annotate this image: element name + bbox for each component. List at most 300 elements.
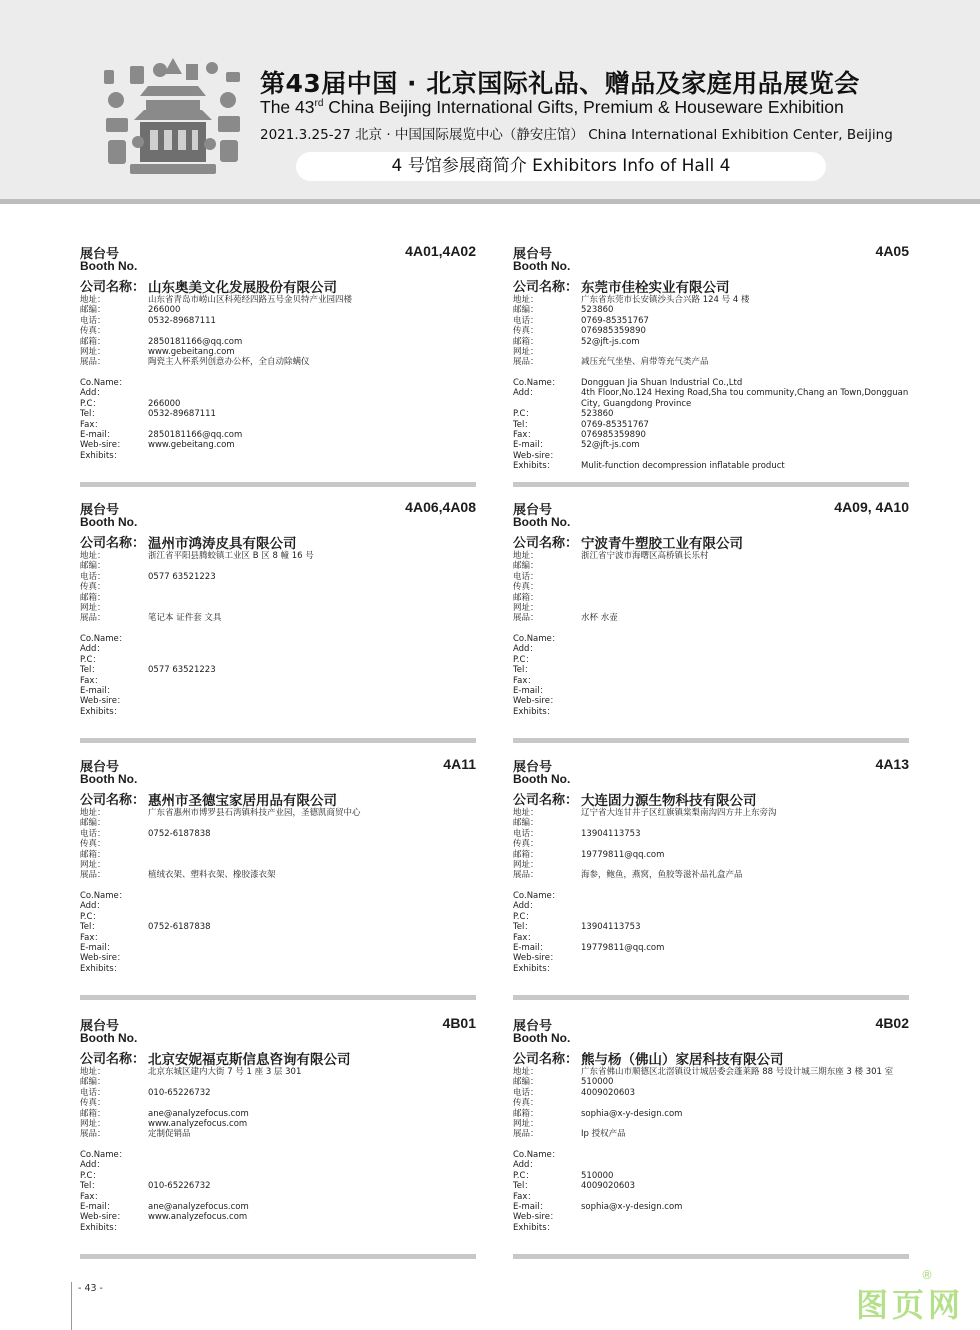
info-row xyxy=(80,860,476,870)
info-row xyxy=(80,326,476,336)
info-row xyxy=(80,676,476,686)
info-row xyxy=(513,860,909,870)
info-row xyxy=(80,696,476,706)
field-label: 地址： xyxy=(513,1067,539,1077)
field-value: www.gebeitang.com xyxy=(148,347,235,358)
field-label: 传真： xyxy=(80,839,106,850)
field-value xyxy=(581,891,909,901)
exhibition-title-en: The 43rd China Beijing International Gifts, Premium & Houseware Exhibition xyxy=(260,97,844,117)
info-row xyxy=(513,572,909,582)
field-value: www.gebeitang.com xyxy=(148,440,235,451)
info-row xyxy=(80,378,476,388)
field-label: 传真： xyxy=(513,582,539,593)
field-label: 邮箱： xyxy=(80,1108,106,1119)
booth-label-en: Booth No. xyxy=(513,772,571,786)
info-row xyxy=(80,603,476,613)
info-row xyxy=(513,451,909,461)
field-value xyxy=(148,860,476,870)
booth-number: 4B02 xyxy=(875,1015,909,1031)
info-row xyxy=(80,933,476,943)
field-value: Ip 授权产品 xyxy=(581,1129,626,1140)
field-label: 邮箱： xyxy=(513,592,539,603)
field-label: Add： xyxy=(80,901,105,912)
field-value: 19779811@qq.com xyxy=(581,943,665,954)
booth-number: 4A11 xyxy=(443,756,476,772)
info-rows-cn xyxy=(513,1067,909,1140)
registered-mark: ® xyxy=(921,1268,933,1282)
watermark-logo: 图页网 xyxy=(856,1286,965,1324)
field-value: 0577 63521223 xyxy=(148,665,216,676)
exhibition-logo-icon xyxy=(100,56,246,178)
field-value: 523860 xyxy=(581,305,614,316)
field-label: E-mail： xyxy=(80,430,116,441)
info-row xyxy=(80,1171,476,1181)
info-row xyxy=(80,1088,476,1098)
field-value xyxy=(148,1150,476,1160)
field-label: 地址： xyxy=(80,808,106,818)
info-row xyxy=(80,561,476,571)
field-value xyxy=(581,634,909,644)
field-label: 网址： xyxy=(80,860,106,871)
field-label: Exhibits： xyxy=(513,706,556,717)
field-value xyxy=(148,1160,476,1170)
info-row xyxy=(513,1212,909,1222)
field-value xyxy=(148,603,476,613)
info-row xyxy=(80,644,476,654)
info-row xyxy=(513,943,909,953)
info-row xyxy=(513,686,909,696)
booth-number: 4A09, 4A10 xyxy=(834,499,909,515)
info-rows-en xyxy=(513,634,909,717)
company-name: 东莞市佳栓实业有限公司 xyxy=(581,280,730,296)
field-value xyxy=(148,326,476,336)
field-label: Add： xyxy=(513,644,538,655)
field-value: 0752-6187838 xyxy=(148,828,211,839)
field-value: 266000 xyxy=(148,305,181,316)
info-row xyxy=(513,1119,909,1129)
field-label: Fax： xyxy=(80,675,103,686)
field-value: 减压充气坐垫、肩带等充气类产品 xyxy=(581,357,709,368)
company-name-label: 公司名称： xyxy=(513,793,579,808)
info-row xyxy=(513,870,909,880)
field-value: 水杯 水壶 xyxy=(581,613,618,624)
field-label: 地址： xyxy=(513,295,539,305)
info-rows-en xyxy=(513,1150,909,1233)
info-row xyxy=(80,655,476,665)
field-value xyxy=(581,912,909,922)
field-label: Exhibits： xyxy=(513,1222,556,1233)
info-row xyxy=(513,922,909,932)
info-row xyxy=(80,1109,476,1119)
booth-label-en: Booth No. xyxy=(80,259,138,273)
field-value: 4009020603 xyxy=(581,1087,636,1098)
info-row xyxy=(80,665,476,675)
info-rows-en xyxy=(80,891,476,974)
field-label: E-mail： xyxy=(513,943,549,954)
info-row xyxy=(513,593,909,603)
field-value xyxy=(581,707,909,717)
field-label: E-mail： xyxy=(513,1202,549,1213)
field-value: ane@analyzefocus.com xyxy=(148,1202,249,1213)
booth-number: 4B01 xyxy=(442,1015,476,1031)
company-name: 北京安妮福克斯信息咨询有限公司 xyxy=(148,1052,351,1068)
info-row xyxy=(80,409,476,419)
field-value: 2850181166@qq.com xyxy=(148,430,243,441)
field-label: 网址： xyxy=(513,860,539,871)
field-value xyxy=(581,1160,909,1170)
field-label: Co.Name： xyxy=(513,634,561,644)
booth-label-en: Booth No. xyxy=(513,1031,571,1045)
exhibitor-card xyxy=(80,243,476,487)
field-value xyxy=(148,933,476,943)
field-label: 网址： xyxy=(80,603,106,614)
field-label: 邮箱： xyxy=(513,1108,539,1119)
booth-label-cn: 展台号 xyxy=(513,760,553,775)
info-row xyxy=(513,316,909,326)
field-value: www.analyzefocus.com xyxy=(148,1212,248,1223)
field-value xyxy=(148,582,476,592)
booth-label-en: Booth No. xyxy=(513,259,571,273)
info-row xyxy=(513,964,909,974)
info-row xyxy=(513,1129,909,1139)
info-row xyxy=(513,1150,909,1160)
field-label: Tel： xyxy=(513,1181,533,1192)
page-number: - 43 - xyxy=(78,1283,103,1294)
info-row xyxy=(80,953,476,963)
info-row xyxy=(513,561,909,571)
info-row xyxy=(80,922,476,932)
field-value xyxy=(148,378,476,388)
field-value: 海参，鲍鱼，燕窝，鱼胶等滋补品礼盒产品 xyxy=(581,870,743,881)
field-label: 展品： xyxy=(513,613,539,624)
booth-number: 4A01,4A02 xyxy=(405,243,476,259)
field-value xyxy=(581,665,909,675)
field-label: Add： xyxy=(513,901,538,912)
field-label: Add： xyxy=(513,1160,538,1171)
field-value xyxy=(581,901,909,911)
field-value: 523860 xyxy=(581,409,614,420)
field-value xyxy=(581,676,909,686)
field-value xyxy=(581,593,909,603)
field-label: E-mail： xyxy=(80,943,116,954)
field-value: 510000 xyxy=(581,1170,614,1181)
field-label: Add： xyxy=(513,388,538,399)
field-label: Exhibits： xyxy=(80,450,123,461)
info-row xyxy=(80,347,476,357)
field-value xyxy=(148,818,476,828)
field-value xyxy=(581,686,909,696)
info-rows-cn xyxy=(80,295,476,368)
exhibitor-card xyxy=(513,756,909,1000)
field-value: 2850181166@qq.com xyxy=(148,336,243,347)
field-label: Add： xyxy=(80,644,105,655)
field-value xyxy=(581,953,909,963)
exhibitor-card xyxy=(80,1015,476,1259)
company-name-label: 公司名称： xyxy=(513,1052,579,1067)
field-value xyxy=(581,818,909,828)
field-label: Co.Name： xyxy=(80,891,128,901)
field-value: 0769-85351767 xyxy=(581,315,649,326)
info-row xyxy=(80,388,476,398)
field-label: 传真： xyxy=(513,839,539,850)
field-label: 地址： xyxy=(80,295,106,305)
booth-number: 4A05 xyxy=(875,243,909,259)
info-row xyxy=(513,603,909,613)
field-value xyxy=(148,561,476,571)
info-rows-cn xyxy=(80,1067,476,1140)
info-row xyxy=(80,891,476,901)
field-value: 笔记本 证件套 文具 xyxy=(148,613,222,624)
field-label: 邮箱： xyxy=(513,849,539,860)
field-label: P.C： xyxy=(513,1170,534,1181)
page-header xyxy=(0,0,980,204)
company-name-label: 公司名称： xyxy=(80,280,146,295)
field-value xyxy=(581,451,909,461)
field-label: Web-sire： xyxy=(80,953,126,964)
field-label: P.C： xyxy=(513,409,534,420)
field-label: Web-sire： xyxy=(80,696,126,707)
field-label: Tel： xyxy=(80,1181,100,1192)
company-name-label: 公司名称： xyxy=(80,1052,146,1067)
info-rows-cn xyxy=(513,808,909,881)
info-row xyxy=(80,1223,476,1233)
info-row xyxy=(513,1160,909,1170)
field-label: 电话： xyxy=(80,315,106,326)
field-value: 浙江省平阳县腾蛟镇工业区 B 区 8 幢 16 号 xyxy=(148,551,314,561)
field-label: 地址： xyxy=(513,551,539,561)
info-row xyxy=(513,1109,909,1119)
field-value: 广东省佛山市顺德区北滘镇设计城居委会蓬莱路 88 号设计城三期东座 3 楼 301 室 xyxy=(581,1067,894,1077)
field-label: P.C： xyxy=(513,911,534,922)
booth-label-en: Booth No. xyxy=(80,772,138,786)
company-name: 大连固力源生物科技有限公司 xyxy=(581,793,757,809)
info-rows-cn xyxy=(80,551,476,624)
field-value: 19779811@qq.com xyxy=(581,849,665,860)
company-name-label: 公司名称： xyxy=(80,536,146,551)
field-value: 4009020603 xyxy=(581,1181,636,1192)
field-value: 076985359890 xyxy=(581,326,646,337)
info-row xyxy=(513,850,909,860)
field-label: Co.Name： xyxy=(80,378,128,388)
info-row xyxy=(80,1192,476,1202)
info-row xyxy=(513,357,909,367)
field-value: 陶瓷主人杯系列创意办公杯，全自动除螨仪 xyxy=(148,357,310,368)
field-value: sophia@x-y-design.com xyxy=(581,1108,683,1119)
field-value: Mulit-function decompression inflatable product xyxy=(581,461,785,472)
field-label: 电话： xyxy=(80,828,106,839)
field-label: Web-sire： xyxy=(513,696,559,707)
exhibitor-card xyxy=(80,756,476,1000)
info-row xyxy=(80,316,476,326)
info-row xyxy=(80,1077,476,1087)
field-value xyxy=(581,696,909,706)
field-label: P.C： xyxy=(80,398,101,409)
info-row xyxy=(80,707,476,717)
info-row xyxy=(513,676,909,686)
field-value xyxy=(581,572,909,582)
info-row xyxy=(513,644,909,654)
field-value: Dongguan Jia Shuan Industrial Co.,Ltd xyxy=(581,378,743,388)
info-row xyxy=(513,1077,909,1087)
info-row xyxy=(513,1067,909,1077)
field-label: Tel： xyxy=(513,665,533,676)
info-row xyxy=(80,295,476,305)
field-value xyxy=(148,686,476,696)
info-row xyxy=(513,1192,909,1202)
field-label: Exhibits： xyxy=(80,706,123,717)
info-row xyxy=(513,891,909,901)
field-value: 010-65226732 xyxy=(148,1181,211,1192)
field-value: ane@analyzefocus.com xyxy=(148,1108,249,1119)
company-name: 惠州市圣德宝家居用品有限公司 xyxy=(148,793,337,809)
info-rows-en xyxy=(80,634,476,717)
info-row xyxy=(513,582,909,592)
info-rows-cn xyxy=(513,551,909,624)
field-value xyxy=(148,1171,476,1181)
field-label: Co.Name： xyxy=(513,1150,561,1160)
field-value xyxy=(581,603,909,613)
field-label: Fax： xyxy=(80,1191,103,1202)
field-label: 电话： xyxy=(513,571,539,582)
info-row xyxy=(513,337,909,347)
info-row xyxy=(513,829,909,839)
info-rows-en xyxy=(513,378,909,472)
info-row xyxy=(513,347,909,357)
info-row xyxy=(80,686,476,696)
info-row xyxy=(80,1212,476,1222)
info-row xyxy=(80,850,476,860)
info-row xyxy=(80,1129,476,1139)
hall-title: 4 号馆参展商简介 Exhibitors Info of Hall 4 xyxy=(296,152,826,181)
booth-label-cn: 展台号 xyxy=(80,760,120,775)
field-label: P.C： xyxy=(513,654,534,665)
info-row xyxy=(513,634,909,644)
field-label: 展品： xyxy=(80,357,106,368)
company-name: 熊与杨（佛山）家居科技有限公司 xyxy=(581,1052,784,1068)
info-row xyxy=(80,634,476,644)
field-value xyxy=(148,901,476,911)
info-row xyxy=(513,420,909,430)
field-label: 邮箱： xyxy=(80,849,106,860)
field-value xyxy=(148,1223,476,1233)
company-name: 宁波青牛塑胶工业有限公司 xyxy=(581,536,743,552)
field-value: 0577 63521223 xyxy=(148,571,216,582)
field-value xyxy=(581,644,909,654)
exhibition-date-venue: 2021.3.25-27 北京 · 中国国际展览中心（静安庄馆） China International Exhibition Center, Beijing xyxy=(260,127,893,143)
field-label: 网址： xyxy=(80,347,106,358)
field-label: Fax： xyxy=(80,419,103,430)
field-value xyxy=(581,1212,909,1222)
field-value: 浙江省宁波市海曙区高桥镇长乐村 xyxy=(581,551,709,561)
field-value: 52@jft-js.com xyxy=(581,336,640,347)
field-label: 地址： xyxy=(513,808,539,818)
field-value xyxy=(581,582,909,592)
field-value: 266000 xyxy=(148,398,181,409)
info-rows-cn xyxy=(513,295,909,368)
info-row xyxy=(80,839,476,849)
info-row xyxy=(80,1181,476,1191)
field-value xyxy=(148,655,476,665)
field-label: 传真： xyxy=(80,1098,106,1109)
field-value: 广东省惠州市博罗县石湾镇科技产业园，圣德凯商贸中心 xyxy=(148,808,361,818)
field-label: 展品： xyxy=(513,1129,539,1140)
field-value xyxy=(148,964,476,974)
field-value xyxy=(581,1150,909,1160)
field-label: Exhibits： xyxy=(80,963,123,974)
field-label: Exhibits： xyxy=(80,1222,123,1233)
field-value xyxy=(581,347,909,357)
info-row xyxy=(80,357,476,367)
field-label: 邮编： xyxy=(80,561,106,572)
field-value: 植绒衣架、塑料衣架、橡胶漆衣架 xyxy=(148,870,276,881)
field-label: 邮编： xyxy=(80,818,106,829)
field-label: Fax： xyxy=(513,1191,536,1202)
field-value: 4th Floor,No.124 Hexing Road,Sha tou community,Chang an Town,Dongguan City, Guangdong Province xyxy=(581,388,909,409)
field-value: 北京东城区建内大街 7 号 1 座 3 层 301 xyxy=(148,1067,302,1077)
info-row xyxy=(513,305,909,315)
field-label: Fax： xyxy=(80,932,103,943)
field-label: E-mail： xyxy=(80,1202,116,1213)
field-value xyxy=(581,1192,909,1202)
info-row xyxy=(513,295,909,305)
field-label: Tel： xyxy=(80,409,100,420)
field-label: Co.Name： xyxy=(513,378,561,388)
info-row xyxy=(80,964,476,974)
info-row xyxy=(513,326,909,336)
field-value xyxy=(148,839,476,849)
info-row xyxy=(513,613,909,623)
booth-number: 4A06,4A08 xyxy=(405,499,476,515)
exhibition-title-cn: 第43届中国 · 北京国际礼品、赠品及家庭用品展览会 xyxy=(260,69,860,98)
field-value: 0532-89687111 xyxy=(148,409,216,420)
info-row xyxy=(513,1202,909,1212)
info-row xyxy=(513,409,909,419)
info-row xyxy=(80,870,476,880)
booth-number: 4A13 xyxy=(875,756,909,772)
info-row xyxy=(513,1171,909,1181)
info-row xyxy=(80,420,476,430)
field-value xyxy=(148,912,476,922)
info-row xyxy=(80,1202,476,1212)
info-rows-en xyxy=(80,1150,476,1233)
info-rows-en xyxy=(513,891,909,974)
field-label: E-mail： xyxy=(80,686,116,697)
field-value: www.analyzefocus.com xyxy=(148,1119,248,1130)
field-label: 地址： xyxy=(80,1067,106,1077)
info-row xyxy=(80,829,476,839)
info-row xyxy=(80,593,476,603)
field-label: E-mail： xyxy=(513,686,549,697)
info-row xyxy=(80,1160,476,1170)
info-row xyxy=(80,551,476,561)
field-label: Web-sire： xyxy=(80,1212,126,1223)
field-label: P.C： xyxy=(80,1170,101,1181)
info-row xyxy=(80,1119,476,1129)
info-row xyxy=(80,572,476,582)
info-row xyxy=(80,1098,476,1108)
field-label: 邮编： xyxy=(513,305,539,316)
field-label: 网址： xyxy=(513,1119,539,1130)
info-row xyxy=(513,665,909,675)
company-name-label: 公司名称： xyxy=(80,793,146,808)
field-value xyxy=(581,860,909,870)
field-value xyxy=(148,676,476,686)
field-label: P.C： xyxy=(80,911,101,922)
field-label: 邮编： xyxy=(513,818,539,829)
info-rows-cn xyxy=(80,808,476,881)
field-label: 地址： xyxy=(80,551,106,561)
field-label: 邮编： xyxy=(513,561,539,572)
